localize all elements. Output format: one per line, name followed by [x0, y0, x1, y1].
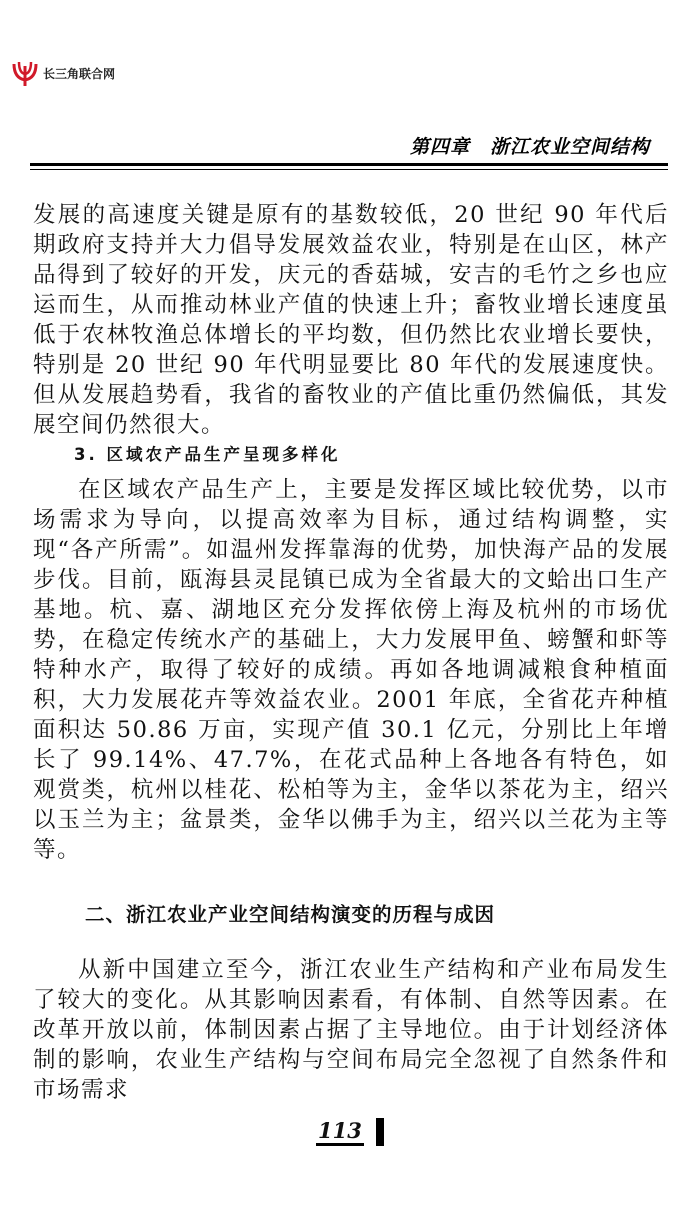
paragraph-1: 发展的高速度关键是原有的基数较低，20 世纪 90 年代后期政府支持并大力倡导发展效益农业，特别是在山区，林产品得到了较好的开发，庆元的香菇城，安吉的毛竹之乡也应运而生，从而推动林业产值的快速上升；畜牧业增长速度虽低于农林牧渔总体增长的平均数，但仍然比农业增长要快，特别是 20 世纪 90 年代明显要比 80 年代的发展速度快。但从发展趋势看，我省的畜牧业的产值比重仍然偏低，其发展空间仍然很大。	[33, 202, 669, 438]
page-number-bar	[376, 1118, 384, 1146]
logo-text: 长三角联合网	[43, 66, 116, 81]
section-heading-3: 3. 区域农产品生产呈现多样化	[74, 445, 341, 464]
logo-icon	[10, 58, 40, 88]
running-head: 第四章 浙江农业空间结构	[409, 136, 650, 158]
paragraph-2: 在区域农产品生产上，主要是发挥区域比较优势，以市场需求为导向，以提高效率为目标，通过结构调整，实现“各产所需”。如温州发挥靠海的优势，加快海产品的发展步伐。目前，瓯海县灵昆镇已成为全省最大的文蛤出口生产基地。杭、嘉、湖地区充分发挥依傍上海及杭州的市场优势，在稳定传统水产的基础上，大力发展甲鱼、螃蟹和虾等特种水产，取得了较好的成绩。再如各地调减粮食种植面积，大力发展花卉等效益农业。2001 年底，全省花卉种植面积达 50.86 万亩，实现产值 30.1 亿元，分别比上年增长了 99.14%、47.7%，在花式品种上各地各有特色，如观赏类，杭州以桂花、松柏等为主，金华以茶花为主，绍兴以玉兰为主；盆景类，金华以佛手为主，绍兴以兰花为主等等。	[33, 477, 669, 863]
section-heading-2: 二、浙江农业产业空间结构演变的历程与成因	[85, 903, 496, 926]
page-footer	[316, 1118, 384, 1146]
site-logo	[10, 58, 115, 88]
page-number: 113	[316, 1118, 364, 1146]
header-rule-thin	[30, 169, 668, 170]
paragraph-3: 从新中国建立至今，浙江农业生产结构和产业布局发生了较大的变化。从其影响因素看，有体制、自然等因素。在改革开放以前，体制因素占据了主导地位。由于计划经济体制的影响，农业生产结构与空间布局完全忽视了自然条件和市场需求	[33, 957, 669, 1103]
header-rule	[30, 163, 668, 166]
